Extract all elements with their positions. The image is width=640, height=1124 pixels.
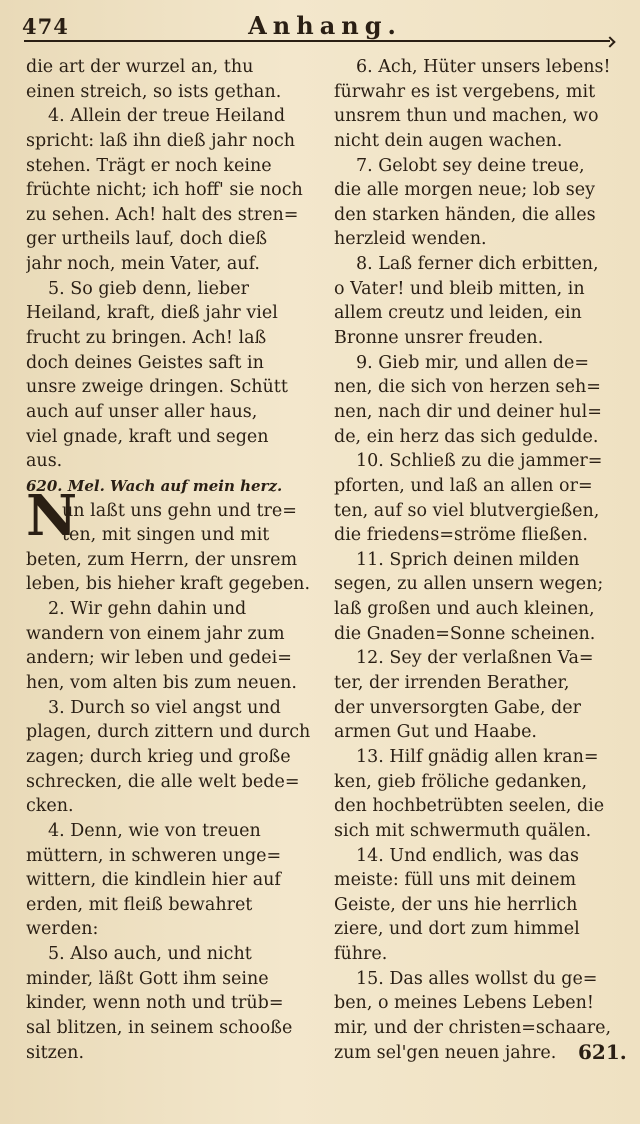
text-line: Heiland, kraft, dieß jahr viel (26, 303, 278, 324)
text-line: Bronne unsrer freuden. (334, 328, 544, 349)
text-line: die alle morgen neue; lob sey (334, 180, 595, 201)
text-line: zu sehen. Ach! halt des stren= (26, 204, 299, 225)
text-line: nen, die sich von herzen seh= (334, 377, 601, 398)
text-line: andern; wir leben und gedei= (26, 648, 292, 669)
text-line: doch deines Geistes saft in (26, 352, 264, 373)
text-line: 4. Allein der treue Heiland (48, 106, 286, 127)
text-line: ger urtheils lauf, doch dieß (26, 229, 268, 250)
text-line: die friedens=ströme fließen. (334, 525, 588, 546)
text-line: ziere, und dort zum himmel (334, 919, 580, 940)
text-line: pforten, und laß an allen or= (334, 475, 593, 496)
text-line: 15. Das alles wollst du ge= (356, 968, 598, 989)
text-line: aus. (26, 451, 63, 472)
text-line: 3. Durch so viel angst und (48, 697, 281, 718)
text-line: segen, zu allen unsern wegen; (334, 574, 604, 595)
text-line: minder, läßt Gott ihm seine (26, 968, 269, 989)
text-line: stehen. Trägt er noch keine (26, 155, 272, 176)
text-line: armen Gut und Haabe. (334, 722, 537, 743)
text-line: den starken händen, die alles (334, 204, 596, 225)
text-line: nen, nach dir und deiner hul= (334, 401, 602, 422)
text-line: unsre zweige dringen. Schütt (26, 377, 288, 398)
text-line: unsrem thun und machen, wo (334, 106, 599, 127)
text-line: ter, der irrenden Berather, (334, 673, 570, 694)
page-number: 474 (22, 14, 69, 39)
text-line: laß großen und auch kleinen, (334, 599, 595, 620)
text-line: früchte nicht; ich hoff' sie noch (26, 180, 303, 201)
text-line: auch auf unser aller haus, (26, 401, 258, 422)
text-line: 4. Denn, wie von treuen (48, 820, 261, 841)
left-column (26, 55, 318, 1065)
text-line: erden, mit fleiß bewahret (26, 894, 253, 915)
text-line: kinder, wenn noth und trüb= (26, 993, 284, 1014)
text-line: 13. Hilf gnädig allen kran= (356, 746, 599, 767)
text-line: sich mit schwermuth quälen. (334, 820, 592, 841)
text-line: spricht: laß ihn dieß jahr noch (26, 130, 296, 151)
text-line: ten, auf so viel blutvergießen, (334, 500, 600, 521)
text-line: sitzen. (26, 1042, 85, 1063)
right-column (334, 55, 624, 1065)
text-line: den hochbetrübten seelen, die (334, 796, 605, 817)
drop-cap: N (26, 483, 78, 549)
text-line: 5. Also auch, und nicht (48, 944, 252, 965)
text-line: o Vater! und bleib mitten, in (334, 278, 585, 299)
text-line: die Gnaden=Sonne scheinen. (334, 623, 596, 644)
text-line: ben, o meines Lebens Leben! (334, 993, 594, 1014)
text-line: 6. Ach, Hüter unsers lebens! (356, 57, 611, 77)
text-line: un laßt uns gehn und tre= (62, 500, 297, 521)
text-line: schrecken, die alle welt bede= (26, 771, 300, 792)
text-line: fürwahr es ist vergebens, mit (334, 81, 596, 102)
text-line: einen streich, so ists gethan. (26, 81, 282, 102)
text-line: müttern, in schweren unge= (26, 845, 282, 866)
text-line: nicht dein augen wachen. (334, 130, 563, 151)
text-line: beten, zum Herrn, der unsrem (26, 549, 298, 570)
text-line: Geiste, der uns hie herrlich (334, 894, 578, 915)
text-line: die art der wurzel an, thu (26, 57, 254, 77)
text-line: sal blitzen, in seinem schooße (26, 1017, 293, 1038)
text-line: cken. (26, 796, 74, 817)
text-line: jahr noch, mein Vater, auf. (26, 254, 260, 275)
text-line: meiste: füll uns mit deinem (334, 870, 577, 891)
running-title: Anhang. (248, 11, 402, 40)
header-rule (24, 40, 610, 42)
text-line: frucht zu bringen. Ach! laß (26, 328, 267, 349)
text-line: wandern von einem jahr zum (26, 623, 285, 644)
text-line: viel gnade, kraft und segen (26, 426, 269, 447)
text-line: werden: (26, 919, 99, 940)
text-line: leben, bis hieher kraft gegeben. (26, 574, 311, 595)
text-line: der unversorgten Gabe, der (334, 697, 581, 718)
text-line: 7. Gelobt sey deine treue, (356, 155, 585, 176)
text-line: herzleid wenden. (334, 229, 487, 250)
text-line: 9. Gieb mir, und allen de= (356, 352, 590, 373)
text-line: de, ein herz das sich gedulde. (334, 426, 599, 447)
text-line: zagen; durch krieg und große (26, 746, 291, 767)
text-line: ten, mit singen und mit (62, 525, 270, 546)
text-line: allem creutz und leiden, ein (334, 303, 582, 324)
hymn-heading: 620. Mel. Wach auf mein herz. (26, 476, 283, 495)
text-line: mir, und der christen=schaare, (334, 1017, 612, 1038)
text-line: 2. Wir gehn dahin und (48, 599, 247, 620)
page-header (0, 0, 640, 44)
text-line: 10. Schließ zu die jammer= (356, 451, 603, 472)
catchword: 621. (578, 1040, 627, 1064)
text-line: 5. So gieb denn, lieber (48, 278, 249, 299)
text-line: hen, vom alten bis zum neuen. (26, 673, 297, 694)
text-line: 8. Laß ferner dich erbitten, (356, 254, 599, 275)
text-line: führe. (334, 944, 388, 965)
text-line: 11. Sprich deinen milden (356, 549, 580, 570)
text-line: wittern, die kindlein hier auf (26, 870, 281, 891)
text-line: ken, gieb fröliche gedanken, (334, 771, 588, 792)
text-line: zum sel'gen neuen jahre. (334, 1042, 557, 1063)
text-line: 12. Sey der verlaßnen Va= (356, 648, 594, 669)
text-line: 14. Und endlich, was das (356, 845, 579, 866)
text-line: plagen, durch zittern und durch (26, 722, 311, 743)
